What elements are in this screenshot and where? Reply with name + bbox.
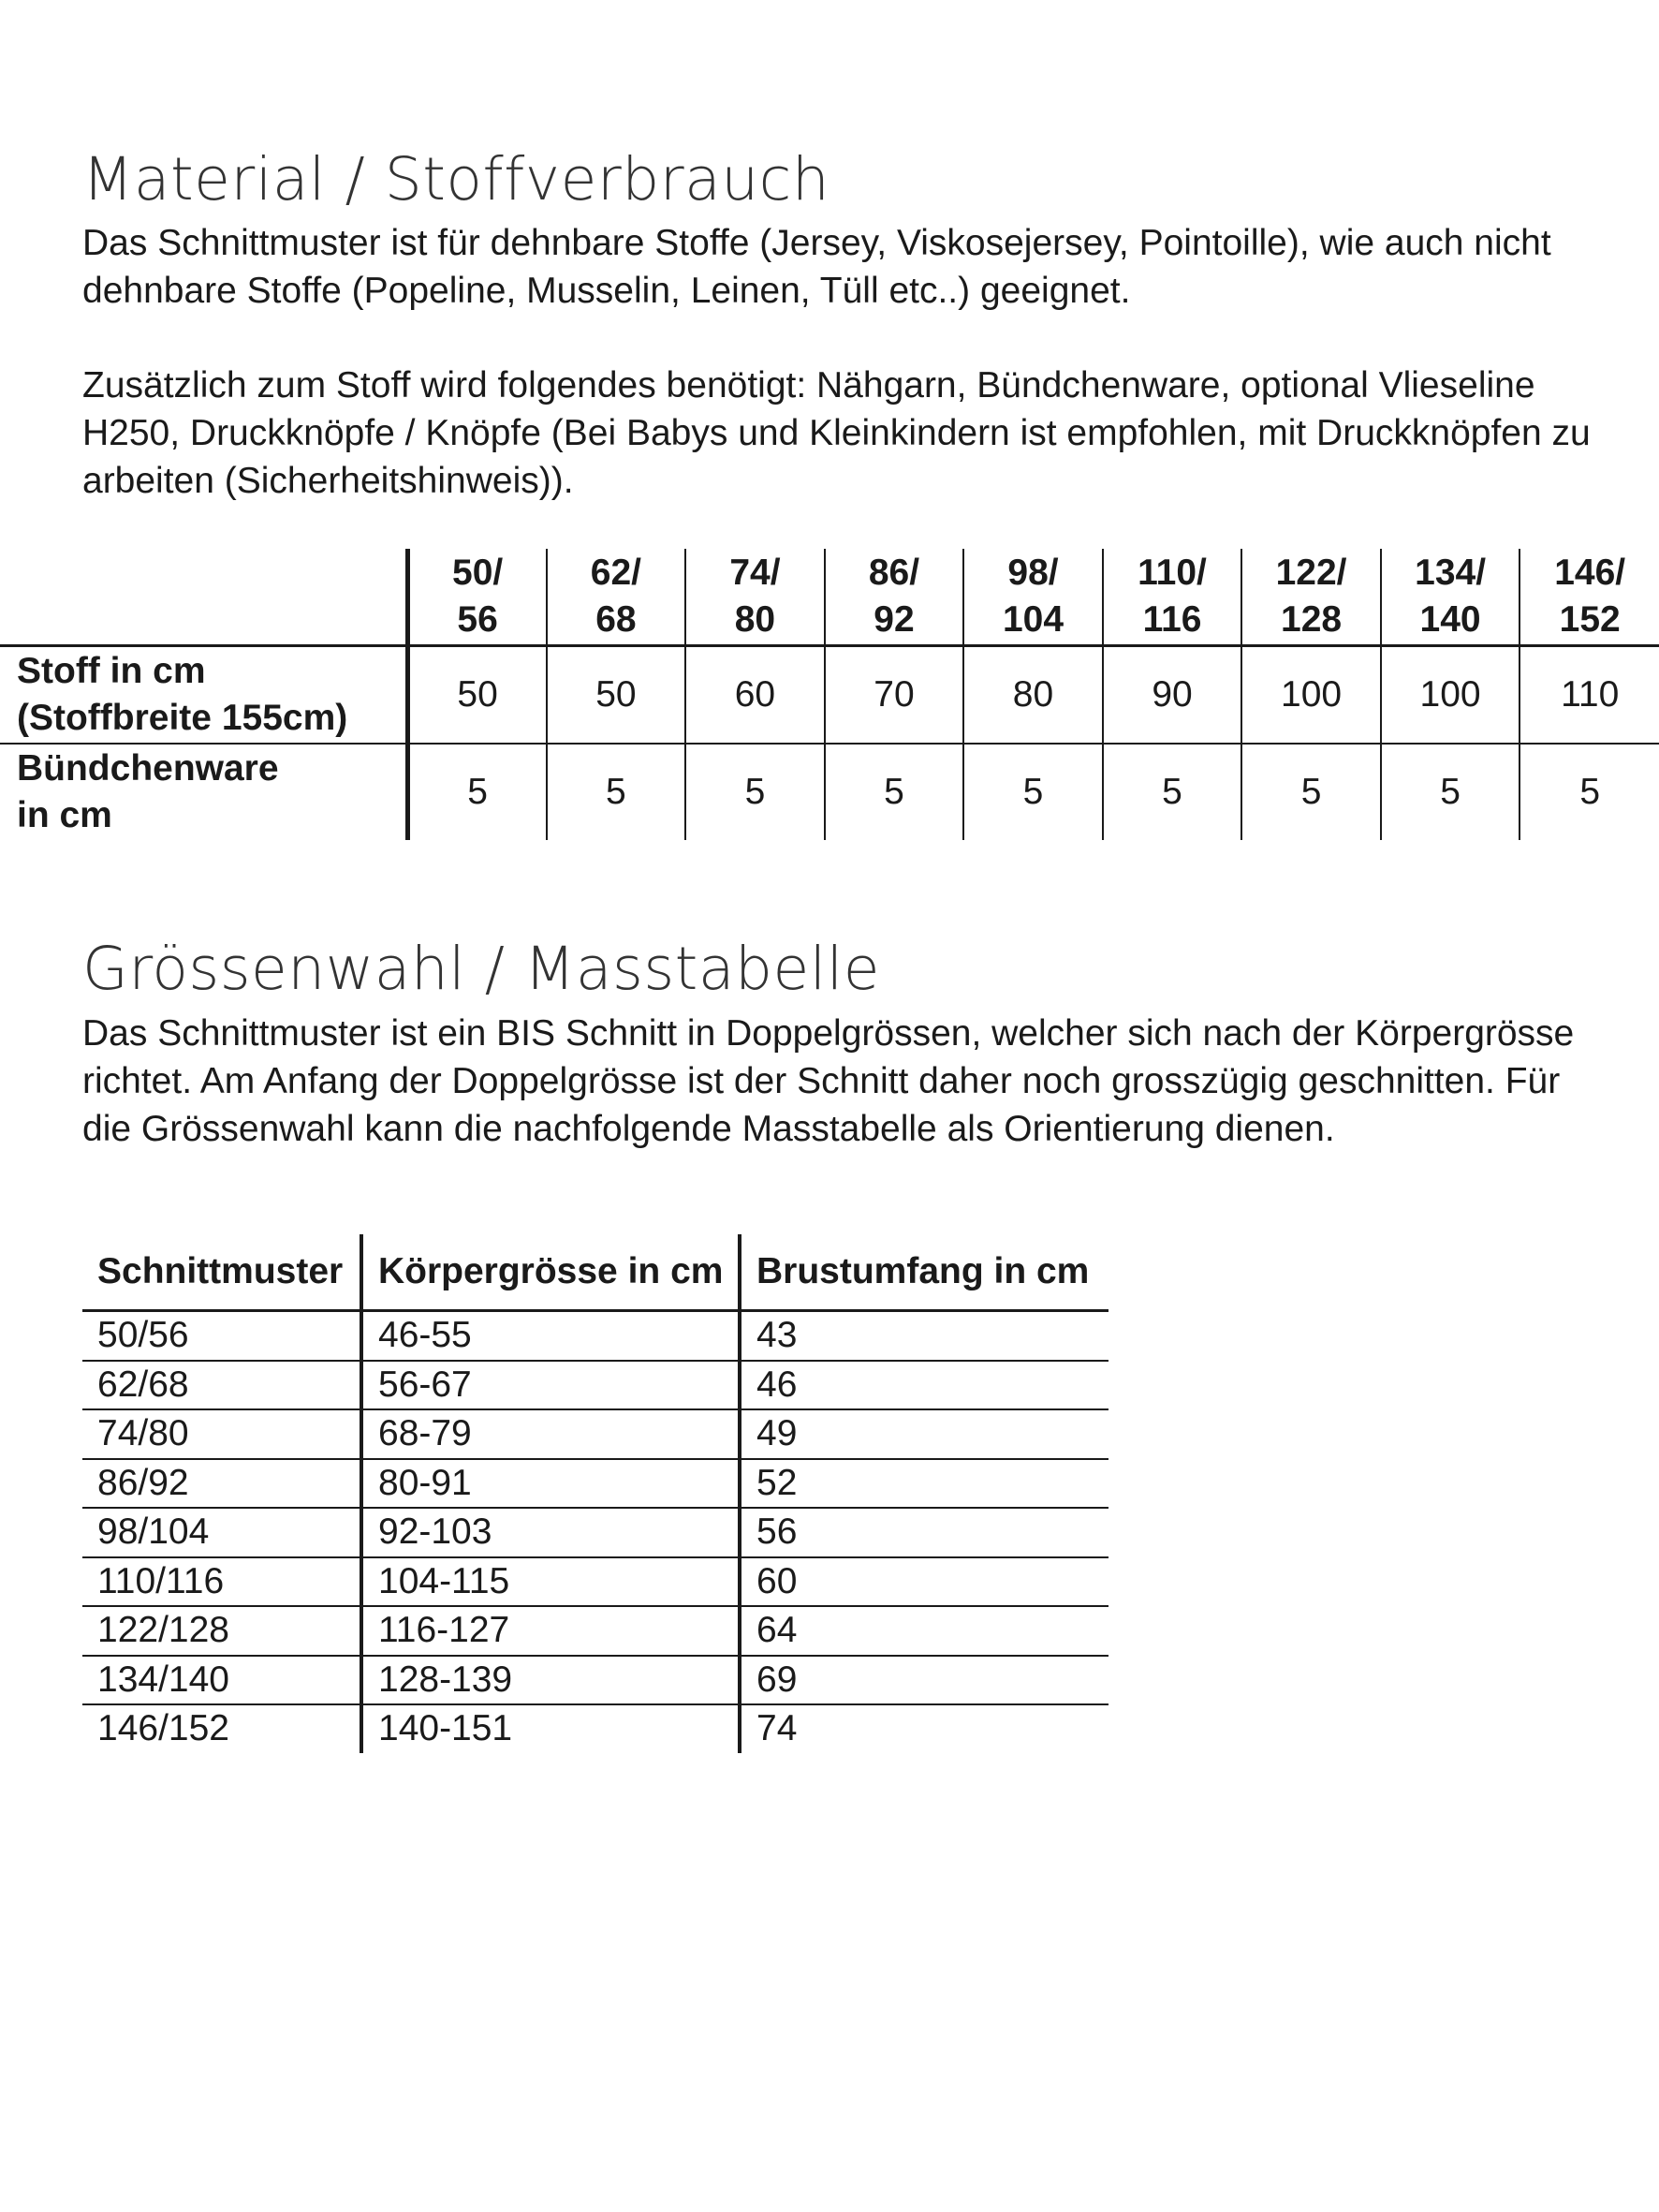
table-row [82,1557,1108,1607]
table-cell: 5 [1241,744,1381,840]
table-cell: 5 [547,744,686,840]
sizing-paragraph: Das Schnittmuster ist ein BIS Schnitt in Doppelgrössen, welcher sich nach der Körpergrösse richtet. Am Anfang der Doppelgrösse ist der Schnitt daher noch grosszügig geschnitten. Für die Grössenwahl kann die nachfolgende Masstabelle als Orientierung dienen. [82,1013,1575,1149]
table-cell: 62/68 [82,1361,361,1410]
table-cell: 56 [740,1508,1108,1557]
material-paragraph-1: Das Schnittmuster ist für dehnbare Stoffe (Jersey, Viskosejersey, Pointoille), wie auch nicht dehnbare Stoffe (Popeline, Musselin, Leinen, Tüll etc..) geeignet. [82,223,1551,311]
material-table-header-row [0,549,1659,646]
material-table-corner [0,549,407,646]
table-cell: 46-55 [361,1311,740,1361]
table-cell: 98/104 [82,1508,361,1557]
table-cell: 70 [825,646,964,745]
table-cell: 134/140 [82,1656,361,1705]
table-cell: 56-67 [361,1361,740,1410]
table-cell: 80-91 [361,1459,740,1509]
size-chart-table [82,1234,1108,1753]
size-chart-header-row [82,1234,1108,1311]
size-column-header: 74/ 80 [685,549,825,646]
table-cell: 146/152 [97,1708,229,1749]
material-table [0,549,1659,840]
size-column-header: 50/ 56 [407,549,547,646]
table-cell: 52 [740,1459,1108,1509]
table-cell: 5 [407,744,547,840]
table-cell: 5 [1381,744,1520,840]
size-column-header: 146/ 152 [1520,549,1659,646]
table-cell: 49 [740,1409,1108,1459]
table-cell: 5 [1103,744,1242,840]
size-column-header: 134/ 140 [1381,549,1520,646]
table-cell: 90 [1103,646,1242,745]
table-cell: 43 [740,1311,1108,1361]
table-cell: 116-127 [361,1606,740,1656]
table-cell: 5 [1520,744,1659,840]
ribbing-row-label: Bündchenware in cm [17,748,279,835]
size-column-header: 110/ 116 [1103,549,1242,646]
table-cell: 50/56 [82,1311,361,1361]
table-row [82,1459,1108,1509]
table-cell: 5 [963,744,1103,840]
fabric-row [0,646,1659,745]
table-cell: 5 [825,744,964,840]
sizing-heading: Grössenwahl / Masstabelle [82,935,880,1003]
table-cell: 80 [963,646,1103,745]
table-row [82,1704,1108,1753]
table-cell: 64 [740,1606,1108,1656]
table-cell: 60 [685,646,825,745]
size-column-header: 62/ 68 [547,549,686,646]
table-row [82,1409,1108,1459]
table-row [82,1656,1108,1705]
fabric-row-label: Stoff in cm (Stoffbreite 155cm) [0,646,407,745]
table-cell: 74/80 [82,1409,361,1459]
table-cell: 92-103 [361,1508,740,1557]
table-cell: 46 [740,1361,1108,1410]
table-cell: 100 [1381,646,1520,745]
table-row [82,1361,1108,1410]
table-cell: 5 [685,744,825,840]
table-cell: 104-115 [361,1557,740,1607]
table-cell: 140-151 [361,1704,740,1753]
material-paragraph-2: Zusätzlich zum Stoff wird folgendes benötigt: Nähgarn, Bündchenware, optional Vlieseline H250, Druckknöpfe / Knöpfe (Bei Babys und Kleinkindern ist empfohlen, mit Druckknöpfen zu arbeiten (Sicherheitshinweis)). [82,365,1591,501]
column-header-chest: Brustumfang in cm [740,1234,1108,1311]
column-header-pattern: Schnittmuster [82,1234,361,1311]
size-column-header: 122/ 128 [1241,549,1381,646]
size-column-header: 86/ 92 [825,549,964,646]
table-cell: 60 [740,1557,1108,1607]
table-row [82,1508,1108,1557]
table-cell: 74 [740,1704,1108,1753]
table-cell: 122/128 [82,1606,361,1656]
table-cell: 110/116 [82,1557,361,1607]
table-row [82,1311,1108,1361]
size-column-header: 98/ 104 [963,549,1103,646]
table-cell: 68-79 [361,1409,740,1459]
table-cell: 50 [547,646,686,745]
table-cell: 110 [1520,646,1659,745]
table-cell: 50 [407,646,547,745]
table-cell: 69 [740,1656,1108,1705]
table-cell: 128-139 [361,1656,740,1705]
table-cell: 86/92 [82,1459,361,1509]
table-cell: 100 [1241,646,1381,745]
ribbing-row [0,744,1659,840]
column-header-height: Körpergrösse in cm [361,1234,740,1311]
table-row [82,1606,1108,1656]
material-heading: Material / Stoffverbrauch [82,145,830,214]
